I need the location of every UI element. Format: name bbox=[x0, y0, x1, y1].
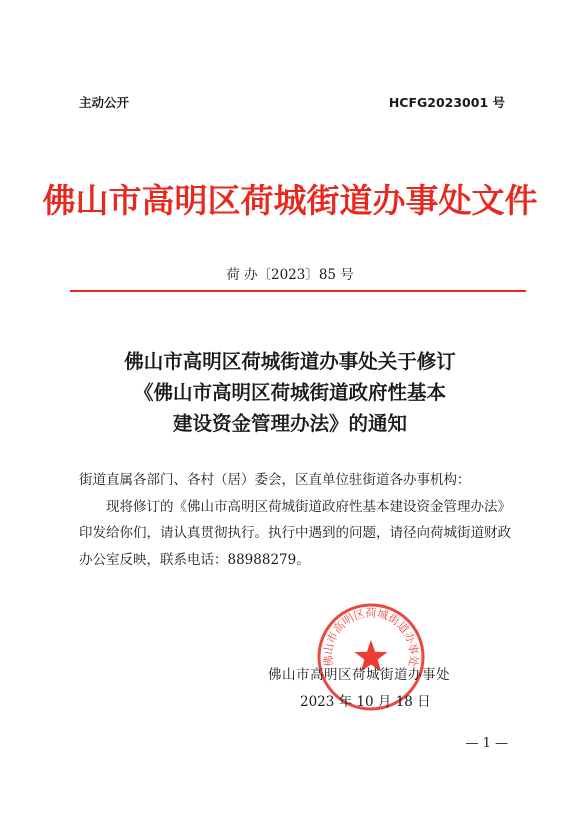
seal-text: 佛山市高明区荷城街道办事处 bbox=[321, 606, 421, 668]
addressee: 街道直属各部门、各村（居）委会，区直单位驻街道各办事机构： bbox=[79, 472, 471, 488]
title-line-1: 佛山市高明区荷城街道办事处关于修订 bbox=[124, 350, 456, 373]
document-body bbox=[79, 467, 511, 573]
signature-organization: 佛山市高明区荷城街道办事处 bbox=[268, 667, 450, 683]
title-line-3: 建设资金管理办法》的通知 bbox=[172, 412, 407, 435]
body-paragraph: 现将修订的《佛山市高明区荷城街道政府性基本建设资金管理办法》印发给你们，请认真贯彻执行。执行中遇到的问题，请径向荷城街道财政办公室反映，联系电话：88988279。 bbox=[79, 498, 511, 568]
red-header-title: 佛山市高明区荷城街道办事处文件 bbox=[42, 181, 538, 220]
document-code: HCFG2023001 号 bbox=[388, 95, 505, 110]
page-number: — 1 — bbox=[465, 736, 508, 751]
red-divider bbox=[70, 290, 526, 292]
issue-number: 荷 办〔2023〕85 号 bbox=[226, 267, 354, 283]
signature-date: 2023 年 10 月 18 日 bbox=[300, 694, 431, 710]
disclosure-label: 主动公开 bbox=[79, 95, 130, 110]
document-title bbox=[0, 346, 580, 439]
title-line-2: 《佛山市高明区荷城街道政府性基本 bbox=[133, 381, 446, 404]
